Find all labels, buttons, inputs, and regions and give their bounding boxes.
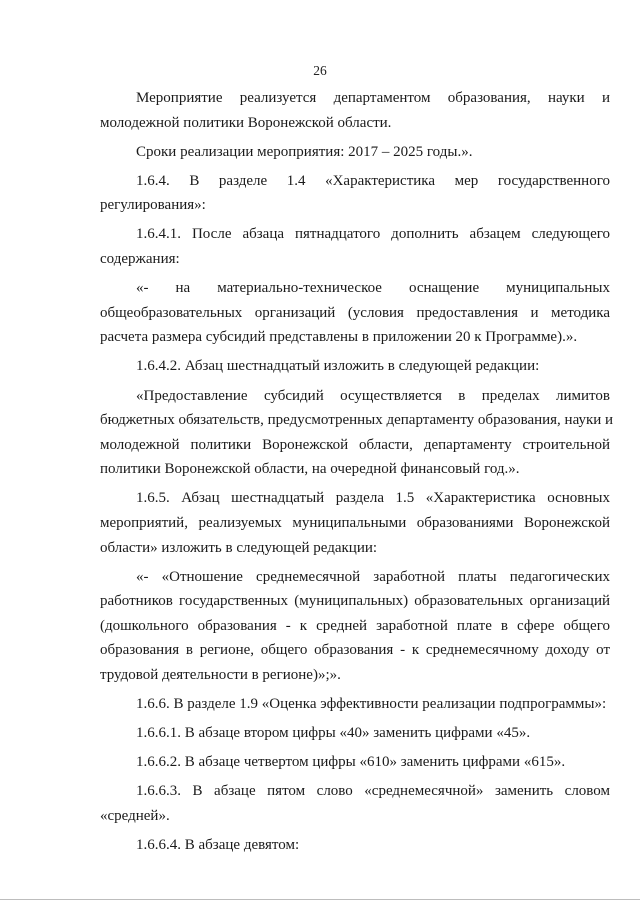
text-line: Мероприятие реализуется департаментом образования, науки и xyxy=(136,90,610,106)
text-line: работников государственных (муниципальных) образовательных организаций xyxy=(100,593,610,610)
paragraph-p2 xyxy=(100,140,610,165)
text-line: 1.6.4.1. После абзаца пятнадцатого дополнить абзацем следующего xyxy=(136,226,610,243)
paragraph-p10 xyxy=(100,692,610,717)
paragraph-p3 xyxy=(100,169,610,218)
text-line: 1.6.6.1. В абзаце втором цифры «40» заменить цифрами «45». xyxy=(136,725,531,742)
paragraph-p4 xyxy=(100,222,610,271)
text-line: молодежной политики Воронежской области. xyxy=(100,114,392,131)
text-line: регулирования»: xyxy=(100,197,206,214)
paragraph-p6 xyxy=(100,354,610,379)
text-line: содержания: xyxy=(100,251,180,268)
text-line: мероприятий, реализуемых муниципальными образованиями Воронежской xyxy=(100,515,610,531)
text-line: 1.6.6. В разделе 1.9 «Оценка эффективности реализации подпрограммы»: xyxy=(136,696,607,713)
text-line: области» изложить в следующей редакции: xyxy=(100,539,378,556)
text-line: политики Воронежской области, на очередной финансовый год.». xyxy=(100,461,520,478)
text-line: молодежной политики Воронежской области, департаменту строительной xyxy=(100,436,610,453)
text-line: 1.6.6.3. В абзаце пятом слово «среднемесячной» заменить словом xyxy=(136,783,610,800)
text-line: «- на материально-техническое оснащение муниципальных xyxy=(136,280,610,297)
text-line: 1.6.4.2. Абзац шестнадцатый изложить в следующей редакции: xyxy=(136,358,540,375)
paragraph-p12 xyxy=(100,750,610,775)
paragraph-p11 xyxy=(100,721,610,746)
paragraph-p5 xyxy=(100,276,610,350)
paragraph-p14 xyxy=(100,833,610,858)
text-line: «- «Отношение среднемесячной заработной платы педагогических xyxy=(136,568,610,585)
text-line: Сроки реализации мероприятия: 2017 – 2025 годы.». xyxy=(136,143,473,160)
text-line: общеобразовательных организаций (условия предоставления и методика xyxy=(100,304,610,321)
text-line: (дошкольного образования - к средней заработной плате в сфере общего xyxy=(100,617,610,634)
page-number: 26 xyxy=(313,63,327,78)
text-line: 1.6.6.2. В абзаце четвертом цифры «610» заменить цифрами «615». xyxy=(136,754,566,771)
text-line: 1.6.5. Абзац шестнадцатый раздела 1.5 «Характеристика основных xyxy=(136,490,610,507)
paragraph-p1 xyxy=(100,86,610,135)
paragraph-p7 xyxy=(100,384,614,482)
text-line: 1.6.4. В разделе 1.4 «Характеристика мер государственного xyxy=(136,172,610,189)
text-line: «Предоставление субсидий осуществляется в пределах лимитов xyxy=(136,387,610,404)
page-bottom-edge xyxy=(0,899,640,900)
paragraph-p13 xyxy=(100,779,610,828)
text-line: 1.6.6.4. В абзаце девятом: xyxy=(136,837,300,854)
paragraph-p9 xyxy=(100,565,610,688)
text-line: трудовой деятельности в регионе)»;». xyxy=(100,667,341,684)
text-line: «средней». xyxy=(100,808,170,825)
document-body xyxy=(100,86,614,858)
text-line: образования в регионе, общего образования - к среднемесячному доходу от xyxy=(100,642,610,659)
text-line: бюджетных обязательств, предусмотренных департаменту образования, науки и xyxy=(100,412,614,429)
text-line: расчета размера субсидий представлены в приложении 20 к Программе).». xyxy=(100,329,578,346)
paragraph-p8 xyxy=(100,486,610,560)
